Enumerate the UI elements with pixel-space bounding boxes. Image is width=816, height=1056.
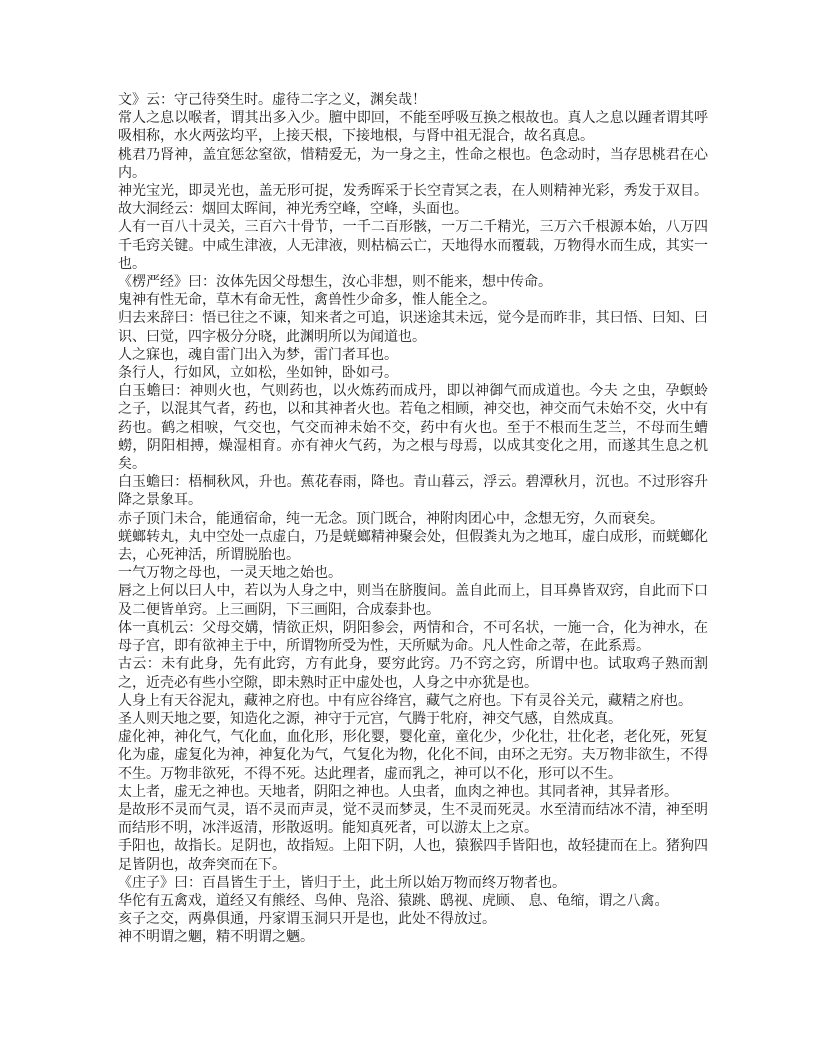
paragraph: 华佗有五禽戏，道经又有熊经、鸟伸、凫浴、猿跳、鸱视、虎顾、 息、龟缩，谓之八禽。	[118, 892, 669, 909]
paragraph: 文》云：守己待癸生时。虚待二字之义，渊矣哉！	[118, 92, 426, 108]
paragraph: 归去来辞曰：悟已往之不谏，知来者之可追，识迷途其未远，觉今是而昨非，其曰悟、曰知、曰识、曰觉，四字极分分晓，此渊明所以为闻道也。	[118, 310, 708, 345]
paragraph: 条行人，行如风，立如松，坐如钟，卧如弓。	[118, 365, 398, 382]
paragraph: 《庄子》曰：百昌皆生于土，皆归于土，此土所以始万物而终万物者也。	[118, 874, 566, 891]
paragraph: 桃君乃肾神，盖宜惩忿窒欲，惜精爱无，为一身之主，性命之根也。色念动时，当存思桃君在心内。	[118, 146, 708, 181]
paragraph: 虚化神，神化气，气化血，血化形，形化婴，婴化童，童化少，少化壮，壮化老，老化死，死复化为虚，虚复化为神，神复化为气，气复化为物，化化不间，由环之无穷。夫万物非欲生，不得不生。万物非欲死，不得不死。达此理者，虚而乳之，神可以不化，形可以不生。	[118, 729, 708, 782]
paragraph: 一气万物之母也，一灵天地之始也。	[118, 565, 342, 582]
paragraph: 白玉蟾曰：梧桐秋风，升也。蕉花春雨，降也。青山暮云，浮云。碧潭秋月，沉也。不过形容升降之景象耳。	[118, 474, 708, 509]
paragraph: 赤子顶门未合，能通宿命，纯一无念。顶门既合，神附肉团心中，念想无穷，久而衰矣。	[118, 510, 664, 527]
text-block	[118, 91, 708, 947]
paragraph: 白玉蟾曰：神则火也，气则药也，以火炼药而成丹，即以神御气而成道也。今夫 之虫，孕螟蛉之子，以混其气者，药也，以和其神者火也。若龟之相顾，神交也，神交而气未始不交，火中有药也。鹤之相唳，气交也，气交而神未始不交，药中有火也。至于不根而生芝兰，不母而生螬蟧，阴阳相搏，燥湿相育。亦有神火气药，为之根与母焉，以成其变化之用，而遂其生息之机矣。	[118, 383, 708, 473]
paragraph: 太上者，虚无之神也。天地者，阴阳之神也。人虫者，血肉之神也。其同者神，其异者形。	[118, 783, 678, 800]
paragraph: 手阳也，故指长。足阴也，故指短。上阳下阴，人也，猿猴四手皆阳也，故轻捷而在上。猪狗四足皆阴也，故奔突而在下。	[118, 838, 708, 873]
paragraph: 唇之上何以曰人中，若以为人身之中，则当在脐腹间。盖自此而上，目耳鼻皆双窍，自此而下口及二便皆单窍。上三画阴，下三画阳，合成泰卦也。	[118, 583, 708, 618]
paragraph: 人之寐也，魂自雷门出入为梦，雷门者耳也。	[118, 346, 398, 363]
paragraph: 体一真机云：父母交媾，情欲正炽，阴阳参会，两情和合，不可名状，一施一合，化为神水，在母子宫，即有欲神主于中，所谓物所受为性，天所赋为命。凡人性命之蒂，在此系焉。	[118, 619, 708, 655]
paragraph: 人有一百八十灵关，三百六十骨节，一千二百形骸，一万二千精光，三万六千根源本始，八万四千毛窍关键。中咸生津液，人无津液，则枯槁云亡，天地得水而覆载，万物得水而生成，其实一也。	[118, 219, 708, 272]
paragraph: 圣人则天地之要，知造化之源，神守于元宫，气腾于牝府，神交气感，自然成真。	[118, 710, 622, 727]
paragraph: 是故形不灵而气灵，语不灵而声灵，觉不灵而梦灵，生不灵而死灵。水至清而结冰不清，神至明而结形不明，冰泮返清，形散返明。能知真死者，可以游太上之京。	[118, 801, 708, 837]
paragraph: 神不明谓之魍，精不明谓之魉。	[118, 929, 314, 946]
paragraph: 常人之息以喉者，谓其出多入少。膻中即回，不能至呼吸互换之根故也。真人之息以踵者谓其呼吸相称，水火两弦均平，上接天根，下接地根，与肾中祖无混合，故名真息。	[118, 110, 708, 145]
paragraph: 蜣螂转丸，丸中空处一点虚白，乃是蜣螂精神聚会处，但假粪丸为之地耳，虚白成形，而蜣螂化去，心死神活，所谓脱胎也。	[118, 528, 708, 564]
paragraph: 神光宝光，即灵光也，盖无形可捉，发秀晖采于长空青冥之表，在人则精神光彩，秀发于双目。故大洞经云：烟回太晖间，神光秀空峰，空峰，头面也。	[118, 183, 708, 218]
paragraph: 鬼神有性无命，草木有命无性，禽兽性少命多，惟人能全之。	[118, 292, 496, 309]
paragraph: 《楞严经》曰：汝体先因父母想生，汝心非想，则不能来，想中传命。	[118, 274, 552, 291]
paragraph: 亥子之交，两鼻俱通，丹家谓玉洞只开是也，此处不得放过。	[118, 911, 496, 928]
paragraph: 古云：未有此身，先有此窍，方有此身，要穷此窍。乃不窍之窍，所谓中也。试取鸡子熟而割之，近壳必有些小空隙，即未熟时正中虚处也，人身之中亦犹是也。	[118, 656, 708, 691]
paragraph: 人身上有天谷泥丸，藏神之府也。中有应谷绛宫，藏气之府也。下有灵谷关元，藏精之府也。	[118, 692, 692, 709]
